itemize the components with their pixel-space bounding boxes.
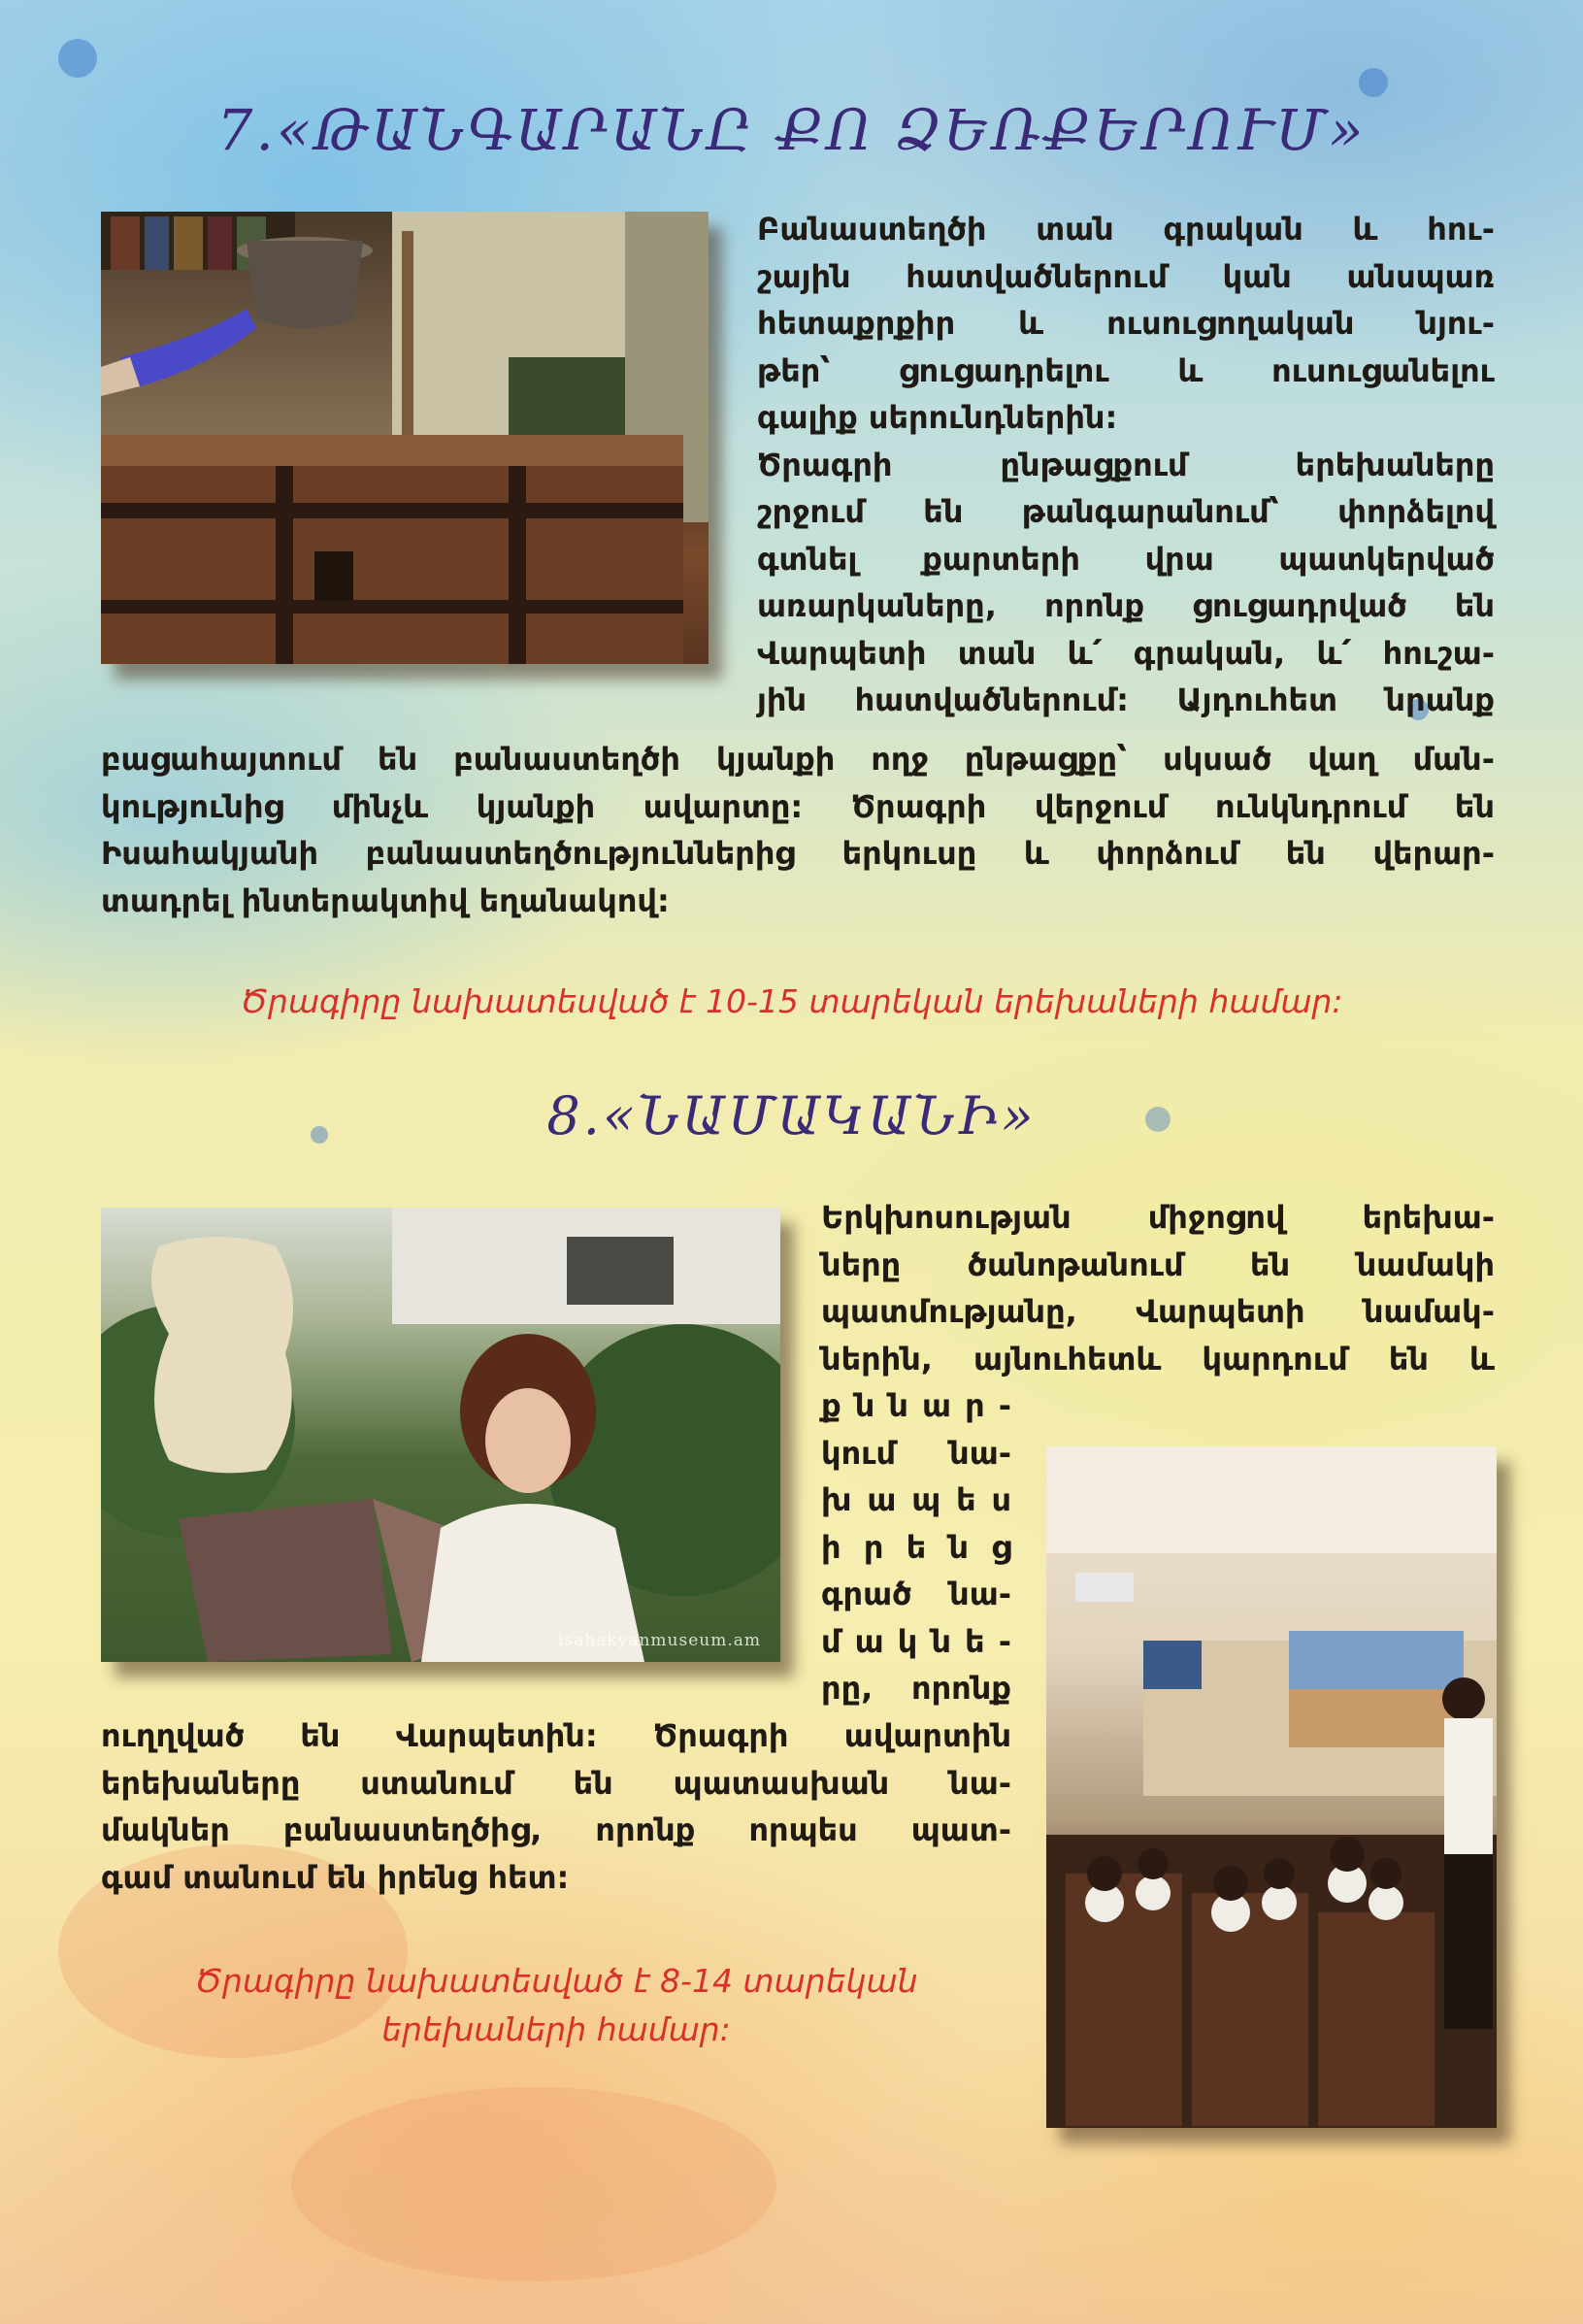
text-line: գամ տանում են իրենց հետ: xyxy=(101,1858,570,1896)
section-8-photo-children xyxy=(1046,1446,1497,2128)
section-7-body-text xyxy=(101,736,1495,924)
text-line: տադրել ինտերակտիվ եղանակով: xyxy=(101,881,670,919)
text-line: Իսահակյանի բանաստեղծություններից երկուսը և փորձում են վերար- xyxy=(101,835,1495,872)
section-7-age-note: Ծրագիրը նախատեսված է 10-15 տարեկան երեխաների համար: xyxy=(240,982,1343,1020)
text-line: գտնել քարտերի վրա պատկերված xyxy=(757,540,1495,578)
note-line: երեխաների համար: xyxy=(381,2010,731,2048)
text-line: ի ր ե ն ց xyxy=(821,1528,1011,1566)
text-line: գալիք սերունդներին: xyxy=(757,399,1118,436)
text-line: հետաքրքիր և ուսուցողական նյու- xyxy=(757,305,1495,342)
text-line: երեխաները ստանում են պատասխան նա- xyxy=(101,1764,1011,1802)
text-line: թեր՝ ցուցադրելու և ուսուցանելու xyxy=(757,351,1495,389)
section-7-intro-text xyxy=(757,206,1495,724)
section-8-title: 8.«ՆԱՄԱԿԱՆԻ» xyxy=(546,1085,1037,1146)
note-line: Ծրագիրը նախատեսված է 8-14 տարեկան xyxy=(194,1962,918,2000)
museum-hall-illustration xyxy=(1046,1446,1497,2128)
text-line: շրջում են թանգարանում՝ փորձելով xyxy=(757,493,1495,530)
section-7-title: 7.«ԹԱՆԳԱՐԱՆԸ ՔՈ ՁԵՌՔԵՐՈՒՄ» xyxy=(216,97,1367,163)
text-line: բացահայտում են բանաստեղծի կյանքի ողջ ընթացքը՝ սկսած վաղ ման- xyxy=(101,741,1495,778)
text-line: առարկաները, որոնք ցուցադրված են xyxy=(757,587,1495,624)
text-line: Բանաստեղծի տան գրական և հու- xyxy=(757,211,1495,248)
text-line: յին հատվածներում: Այդուհետ նրանք xyxy=(757,681,1495,718)
section-8-intro-text xyxy=(821,1194,1495,1382)
text-line: շային հատվածներում կան անսպառ xyxy=(757,257,1495,295)
text-line: մակներ բանաստեղծից, որոնք որպես պատ- xyxy=(101,1811,1011,1848)
text-line: ք ն ն ա ր - xyxy=(821,1387,1011,1424)
chest-illustration xyxy=(101,212,709,664)
section-8-age-note xyxy=(101,1957,1011,2054)
text-line: խ ա պ ե ս xyxy=(821,1481,1011,1518)
photo-watermark: isahakyanmuseum.am xyxy=(558,1631,761,1650)
girl-illustration xyxy=(101,1208,780,1662)
text-line: Ծրագրի ընթացքում երեխաները xyxy=(757,446,1495,483)
text-line: պատմությանը, Վարպետի նամակ- xyxy=(821,1293,1495,1330)
section-8-narrow-text xyxy=(821,1382,1011,1712)
text-line: Երկխոսության միջոցով երեխա- xyxy=(821,1199,1495,1236)
section-8-body-text xyxy=(101,1712,1011,1901)
text-line: ները ծանոթանում են նամակի xyxy=(821,1245,1495,1283)
section-7-photo xyxy=(101,212,709,664)
text-line: կությունից մինչև կյանքի ավարտը: Ծրագրի վերջում ունկնդրում են xyxy=(101,787,1495,825)
text-line: ուղղված են Վարպետին: Ծրագրի ավարտին xyxy=(101,1717,1011,1754)
text-line: Վարպետի տան և՛ գրական, և՛ հուշա- xyxy=(757,634,1495,672)
text-line: ներին, այնուհետև կարդում են և xyxy=(821,1340,1495,1378)
text-line: մ ա կ ն ե - xyxy=(821,1622,1011,1660)
text-line: կում նա- xyxy=(821,1434,1011,1472)
section-8-photo-girl xyxy=(101,1208,780,1662)
text-line: րը, որոնք xyxy=(821,1670,1011,1707)
text-line: գրած նա- xyxy=(821,1576,1011,1612)
